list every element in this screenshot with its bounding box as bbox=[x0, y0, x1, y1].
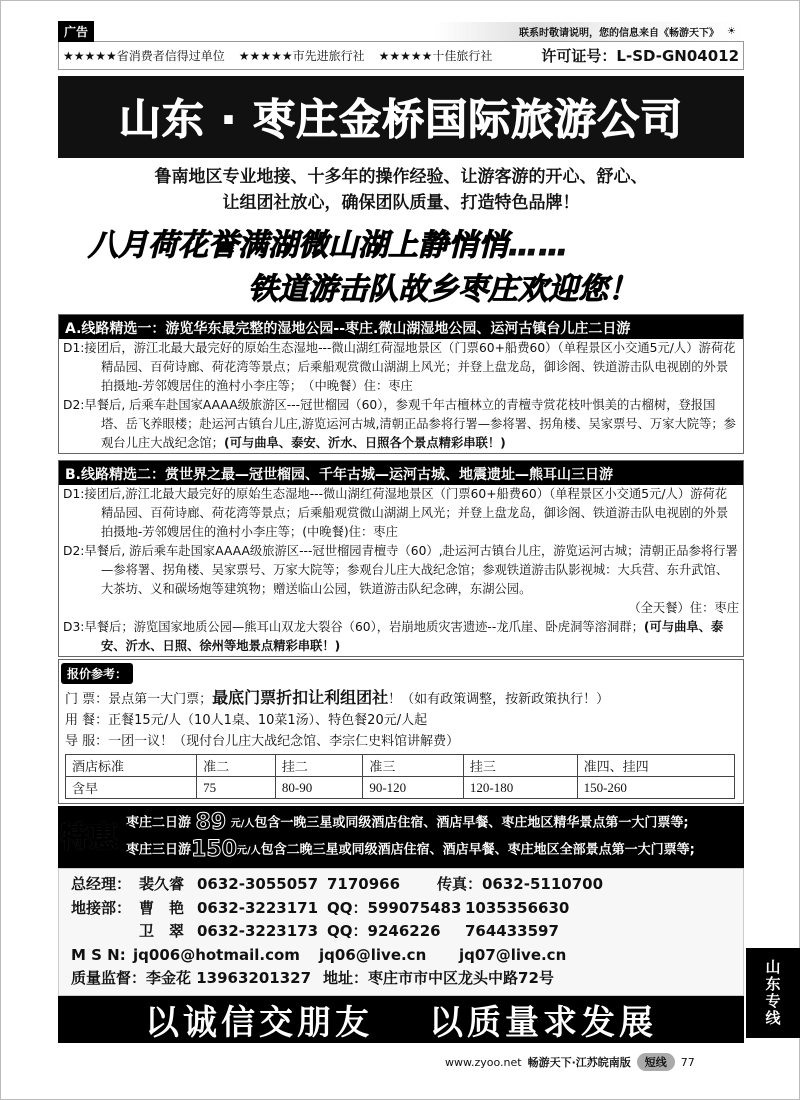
table-cell: 120-180 bbox=[463, 777, 577, 799]
name: 卫 翠 bbox=[139, 922, 185, 940]
slogan-line: 让组团社放心，确保团队质量、打造特色品牌！ bbox=[222, 193, 580, 213]
honors-row bbox=[58, 42, 744, 70]
offer-unit: 元/人 bbox=[236, 845, 261, 857]
table-cell: 含早 bbox=[66, 777, 197, 799]
ticket-line bbox=[59, 687, 743, 710]
pricing-label: 报价参考： bbox=[61, 663, 133, 684]
table-row bbox=[66, 777, 735, 799]
ticket-suffix: ！（如有政策调整，按新政策执行！） bbox=[388, 692, 610, 707]
qq: 1035356630 bbox=[465, 898, 570, 917]
qq: QQ：9246226 bbox=[327, 922, 441, 940]
ticket-prefix: 门 票：景点第一大门票； bbox=[65, 692, 213, 707]
contact-row bbox=[71, 920, 731, 944]
table-cell: 75 bbox=[197, 777, 276, 799]
advertisement bbox=[58, 22, 744, 1043]
source-note-text: 联系时敬请说明，您的信息来自《畅游天下》 bbox=[519, 28, 720, 39]
honor: ★★★★★市先进旅行社 bbox=[238, 49, 365, 63]
contact-row bbox=[71, 967, 731, 991]
offer bbox=[126, 810, 695, 838]
table-header: 酒店标准 bbox=[66, 755, 197, 777]
ticket-highlight: 最底门票折扣让利组团社 bbox=[212, 688, 389, 707]
day-highlight: (可与曲阜、泰安、沂水、日照、徐州等地景点精彩串联！) bbox=[101, 620, 724, 653]
day-text: D3:早餐后；游览国家地质公园—熊耳山双龙大裂谷（60），岩崩地质灾害遗迹--龙爪崖、卧虎洞等溶洞群； bbox=[63, 620, 644, 634]
offer-price: 89 bbox=[195, 809, 227, 835]
offer-list bbox=[126, 810, 695, 865]
honor: ★★★★★省消费者信得过单位 bbox=[63, 49, 225, 63]
msn[interactable]: jq07@live.cn bbox=[459, 945, 567, 964]
slogan bbox=[58, 164, 744, 216]
day-text: D2:早餐后, 后乘车赴国家AAAA级旅游区---冠世榴园（60），参观千年古檀林立的青檀寺赏花枝叶惧美的古榴树，登报国塔、岳飞养眼楼；赴运河古镇台儿庄,游览运河古城,清朝正品参将行署—参将署、拐角楼、吴家票号、万家大院等；参观台儿庄大战纪念馆； bbox=[63, 398, 736, 450]
table-header: 准三 bbox=[363, 755, 464, 777]
meal-line: 用 餐：正餐15元/人（10人1桌、10菜1汤）、特色餐20元/人起 bbox=[65, 713, 428, 728]
route-b-day2-meal: （全天餐）住：枣庄 bbox=[628, 601, 739, 615]
route-a-day2 bbox=[59, 396, 743, 453]
name: 曹 艳 bbox=[139, 898, 185, 917]
msn[interactable]: jq006@hotmail.com bbox=[133, 945, 300, 964]
offer-desc: 包含二晚三星或同级酒店住宿、酒店早餐、枣庄地区全部景点第一大门票等; bbox=[260, 842, 695, 858]
offer-unit: 元/人 bbox=[230, 818, 255, 829]
top-bar bbox=[58, 22, 744, 42]
route-a bbox=[58, 314, 744, 454]
special-offer bbox=[58, 806, 744, 868]
special-label: 特惠 bbox=[60, 820, 119, 854]
offer-name: 枣庄三日游 bbox=[126, 842, 192, 858]
offer bbox=[126, 837, 695, 865]
contact-row bbox=[71, 944, 731, 968]
pricing bbox=[58, 659, 744, 804]
magazine-logo-icon: ☀ bbox=[727, 26, 736, 37]
headline-2: 铁道游击队故乡枣庄欢迎您！ bbox=[248, 272, 638, 307]
motto-part: 以质量求发展 bbox=[429, 1002, 657, 1043]
table-header: 挂二 bbox=[275, 755, 362, 777]
route-b bbox=[58, 460, 744, 657]
table-header-row bbox=[66, 755, 735, 777]
qq: 764433597 bbox=[465, 922, 559, 940]
table-cell: 90-120 bbox=[363, 777, 464, 799]
offer-name: 枣庄二日游 bbox=[126, 815, 192, 830]
phone: 7170966 bbox=[327, 875, 401, 893]
route-b-day2: D2:早餐后, 游后乘车赴国家AAAA级旅游区---冠世榴园青檀寺（60）,赴运河古镇台儿庄，游览运河古城；清朝正品参将行署—参将署、拐角楼、吴家票号、万家大院等；参观台儿庄大战纪念馆；参观铁道游击队影视城：大兵营、东升武馆、大茶坊、义和碳场炮等建筑物；赠送临山公园，铁道游击队纪念碑，东湖公园。 bbox=[63, 544, 738, 596]
motto-part: 以诚信交朋友 bbox=[145, 1002, 373, 1043]
section-side-tab: 山东专线 bbox=[746, 948, 800, 1038]
motto bbox=[58, 996, 744, 1043]
contact-row bbox=[71, 897, 731, 921]
table-header: 准四、挂四 bbox=[577, 755, 734, 777]
phone: 0632-3223173 bbox=[197, 922, 319, 940]
address: 地址：枣庄市市中区龙头中路72号 bbox=[323, 969, 554, 987]
hotel-price-table bbox=[65, 754, 735, 799]
table-header: 挂三 bbox=[463, 755, 577, 777]
table-cell: 150-260 bbox=[577, 777, 734, 799]
slogan-line: 鲁南地区专业地接、十多年的操作经验、让游客游的开心、舒心、 bbox=[154, 167, 648, 187]
route-b-day3 bbox=[59, 618, 743, 656]
honor: ★★★★★十佳旅行社 bbox=[378, 49, 493, 63]
website-link[interactable]: www.zyoo.net bbox=[445, 1055, 522, 1069]
day-highlight: (可与曲阜、泰安、沂水、日照各个景点精彩串联！) bbox=[223, 436, 506, 450]
ad-label: 广告 bbox=[58, 21, 94, 42]
headline-1: 八月荷花誉满湖微山湖上静悄悄…… bbox=[88, 228, 568, 263]
phone: 0632-3223171 bbox=[197, 898, 319, 917]
company-title: 山东 · 枣庄金桥国际旅游公司 bbox=[58, 76, 744, 158]
label: 地接部： bbox=[71, 898, 132, 917]
phone: 0632-3055057 bbox=[197, 875, 319, 893]
offer-price: 150 bbox=[191, 837, 237, 862]
page-number: 77 bbox=[680, 1055, 695, 1069]
table-cell: 80-90 bbox=[275, 777, 362, 799]
fax: 传真：0632-5110700 bbox=[437, 875, 604, 893]
contact-block bbox=[58, 868, 744, 996]
page-footer bbox=[445, 1053, 695, 1071]
offer-desc: 包含一晚三星或同级酒店住宿、酒店早餐、枣庄地区精华景点第一大门票等; bbox=[254, 815, 689, 830]
guide-line: 导 服：一团一议！（现付台儿庄大战纪念馆、李宗仁史料馆讲解费） bbox=[65, 734, 460, 749]
source-note bbox=[519, 24, 744, 39]
license-number: 许可证号：L-SD-GN04012 bbox=[541, 47, 739, 65]
table-header: 准二 bbox=[197, 755, 276, 777]
label: M S N: bbox=[71, 945, 126, 964]
route-b-title: B.线路精选二：赏世界之最—冠世榴园、千年古城—运河古城、地震遗址—熊耳山三日游 bbox=[59, 461, 743, 485]
contact-row bbox=[71, 873, 731, 897]
route-b-day1: D1:接团后,游江北最大最完好的原始生态湿地---微山湖红荷湿地景区（门票60+船费60）（单程景区小交通5元/人）游荷花精品园、百荷诗廊、荷花湾等景点；后乘船观赏微山湖湖上风光；并登上盘龙岛，御诊阁、铁道游击队电视剧的外景拍摄地-芳邻嫂居住的渔村小李庄等；(中晚餐)住：枣庄 bbox=[63, 487, 729, 539]
qq: QQ：599075483 bbox=[327, 898, 462, 917]
section-badge: 短线 bbox=[637, 1053, 675, 1071]
quality-supervisor: 质量监督：李金花 13963201327 bbox=[71, 969, 312, 987]
name: 裴久睿 bbox=[139, 875, 185, 893]
label: 总经理： bbox=[71, 875, 132, 893]
magazine-name: 畅游天下·江苏皖南版 bbox=[527, 1056, 631, 1069]
route-a-day1: D1:接团后，游江北最大最完好的原始生态湿地---微山湖红荷湿地景区（门票60+船费60）（单程景区小交通5元/人）游荷花精品园、百荷诗廊、荷花湾等景点；后乘船观赏微山湖湖上风光；并登上盘龙岛，御诊阁、铁道游击队电视剧的外景拍摄地-芳邻嫂居住的渔村小李庄等； （中晚餐）住：枣庄 bbox=[63, 341, 736, 393]
msn[interactable]: jq06@live.cn bbox=[319, 945, 427, 964]
route-a-title: A.线路精选一：游览华东最完整的湿地公园--枣庄.微山湖湿地公园、运河古镇台儿庄二日游 bbox=[59, 315, 743, 339]
